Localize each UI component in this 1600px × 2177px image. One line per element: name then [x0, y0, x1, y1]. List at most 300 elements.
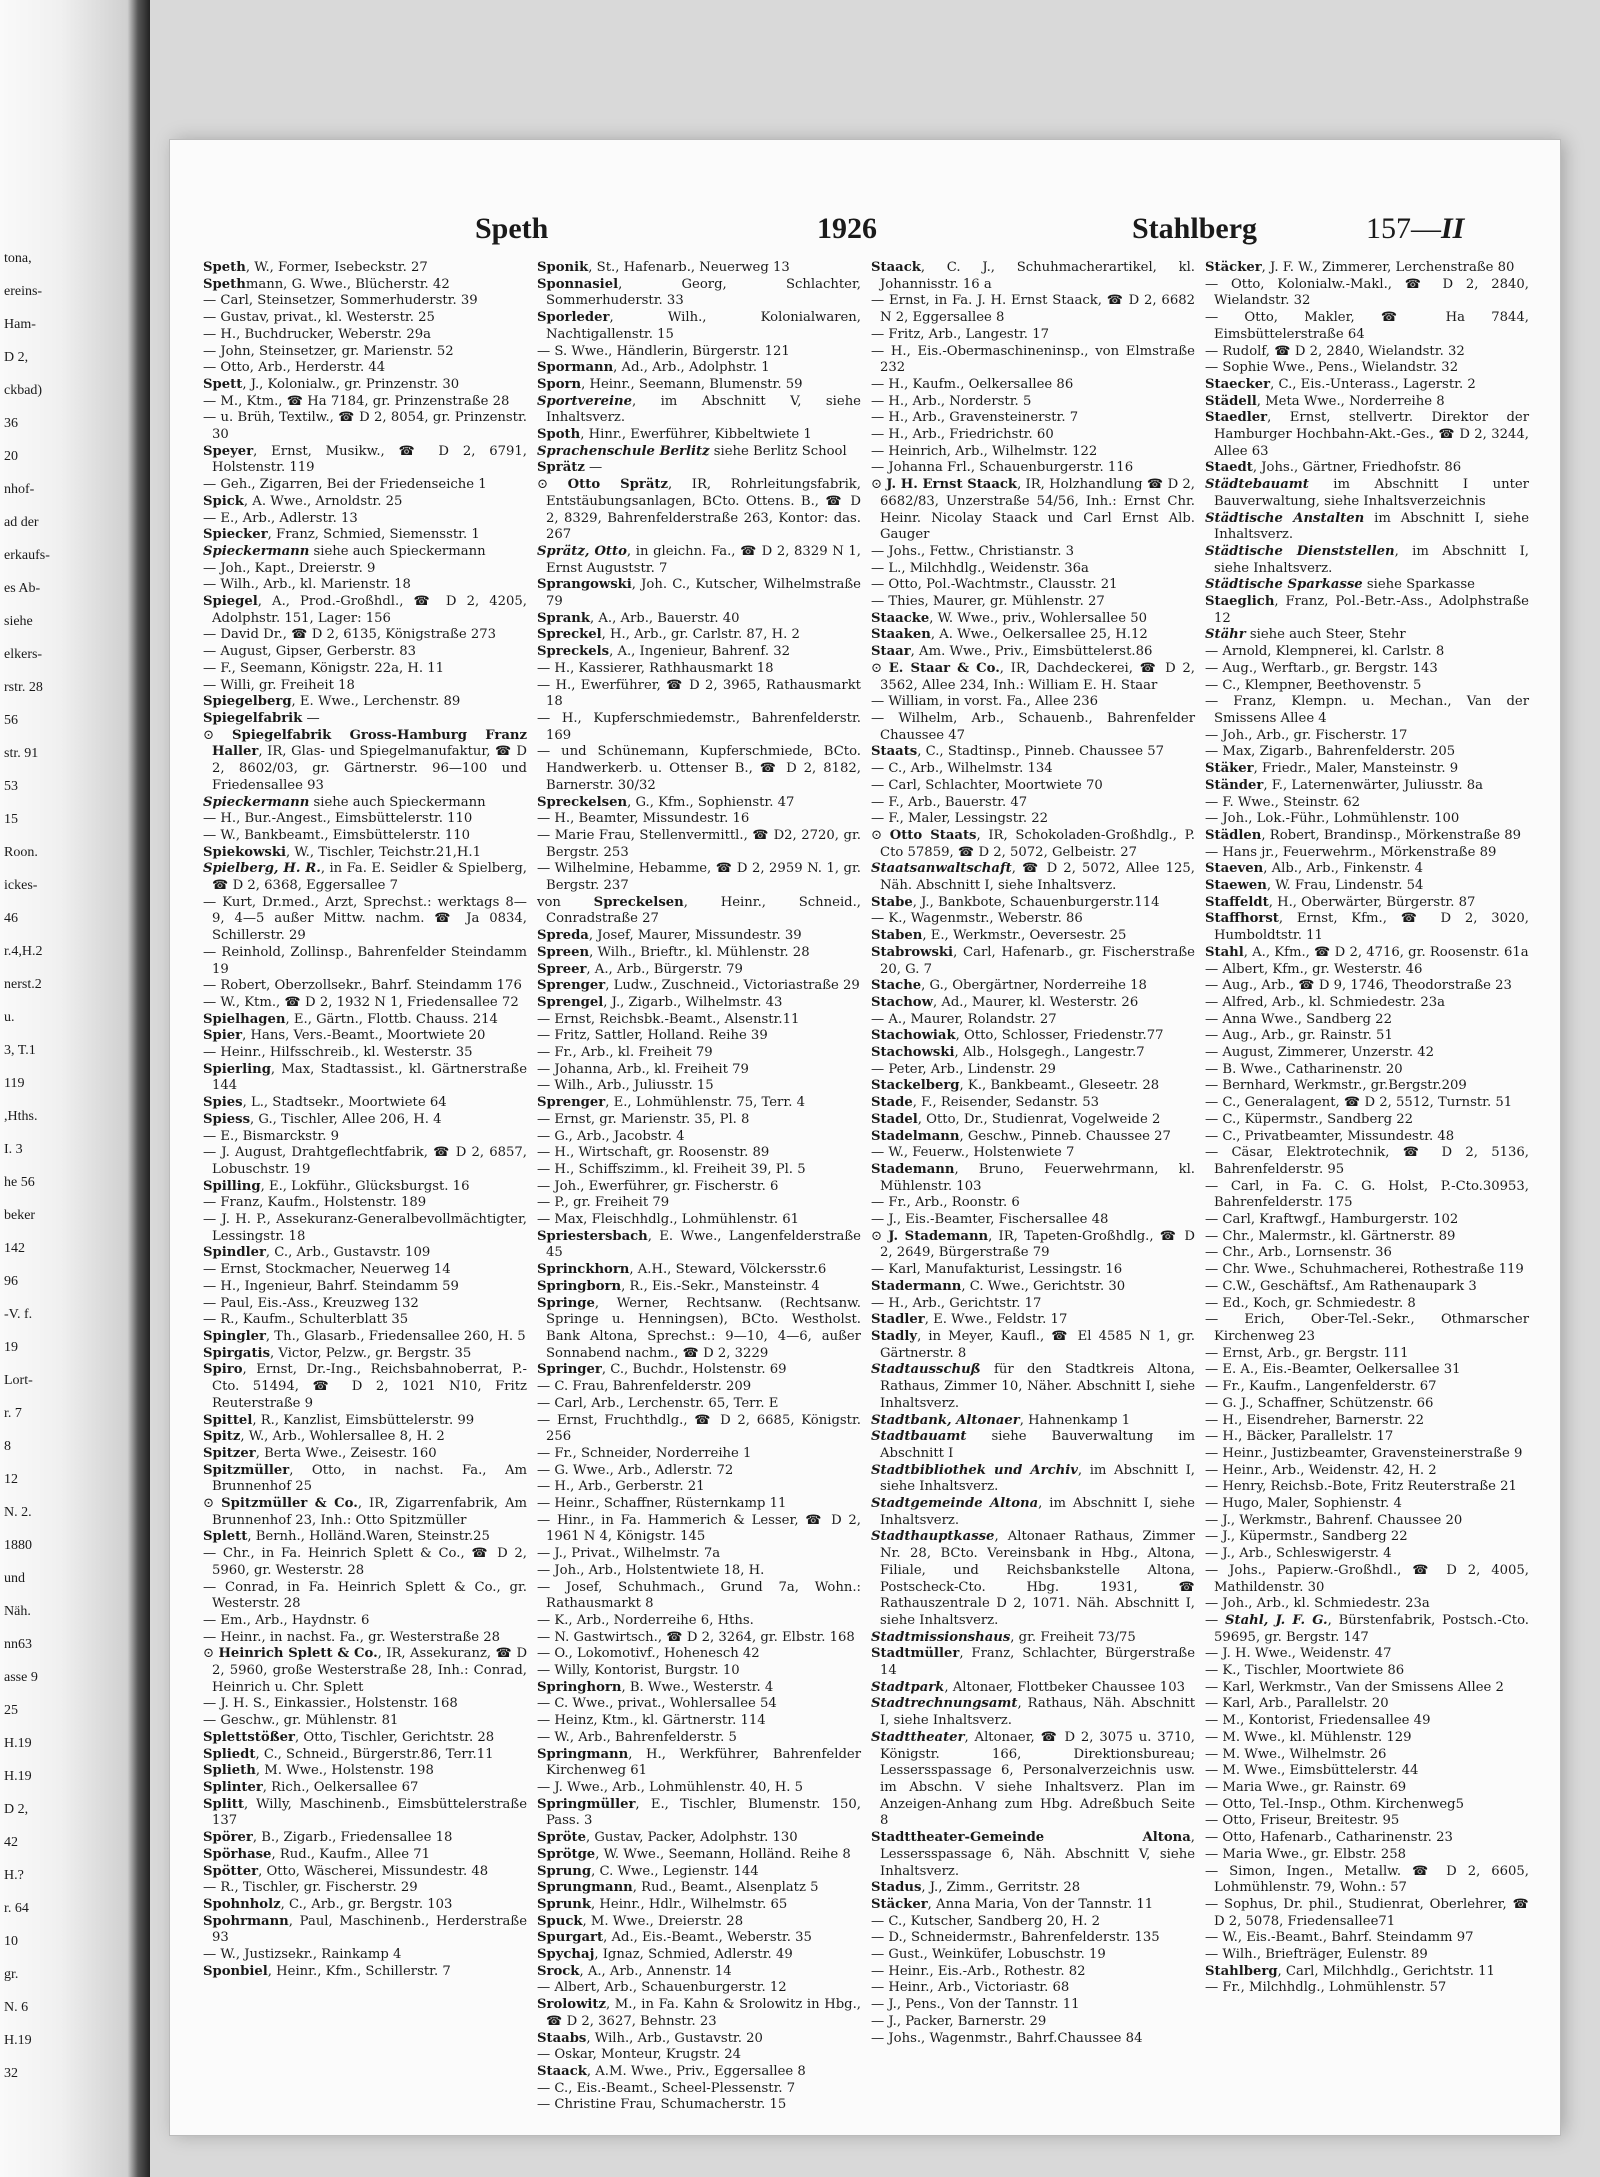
margin-fragment: N. 2. [4, 1505, 32, 1520]
directory-entry: Spörer, B., Zigarb., Friedensallee 18 [203, 1830, 453, 1846]
margin-fragment: 96 [4, 1274, 18, 1289]
entry-columns [203, 260, 1538, 2114]
directory-entry: — Maria Wwe., gr. Rainstr. 69 [1205, 1779, 1407, 1795]
directory-entry: Spilling, E., Lokführ., Glücksburgst. 16 [203, 1178, 470, 1194]
directory-entry: — Otto, Makler, ☎ Ha 7844, Eimsbüttelerstraße 64 [1205, 310, 1529, 342]
directory-entry: Sporn, Heinr., Seemann, Blumenstr. 59 [537, 376, 803, 392]
margin-fragment: 56 [4, 713, 18, 728]
directory-entry: — Stahl, J. F. G., Bürstenfabrik, Postsch.-Cto. 59695, gr. Bergstr. 147 [1205, 1612, 1529, 1645]
directory-entry: Städtische Dienststellen, im Abschnitt I, siehe Inhaltsverz. [1205, 543, 1529, 576]
directory-entry: Spittel, R., Kanzlist, Eimsbüttelerstr. 99 [203, 1412, 475, 1428]
margin-fragment: 42 [4, 1835, 18, 1850]
directory-entry: — Karl, Werkmstr., Van der Smissens Allee 2 [1205, 1679, 1504, 1695]
directory-entry: — Heinr., Hilfsschreib., kl. Westerstr. 35 [203, 1045, 473, 1061]
directory-entry: — H., Eis.-Obermaschineninsp., von Elmstraße 232 [871, 343, 1195, 376]
directory-entry: Stachowski, Alb., Holsgegh., Langestr.7 [871, 1045, 1145, 1061]
directory-entry: — Heinr., Arb., Victoriastr. 68 [871, 1980, 1070, 1996]
directory-entry: Speyer, Ernst, Musikw., ☎ D 2, 6791, Holstenstr. 119 [203, 443, 527, 476]
directory-entry: — R., Tischler, gr. Fischerstr. 29 [203, 1880, 418, 1896]
directory-entry: Sprätz — [537, 460, 603, 476]
directory-entry: — Heinr., Schaffner, Rüsternkamp 11 [537, 1496, 787, 1512]
directory-entry: — Hinr., in Fa. Hammerich & Lesser, ☎ D 2, 1961 N 4, Königstr. 145 [537, 1512, 861, 1545]
directory-entry: — H., Schiffszimm., kl. Freiheit 39, Pl. 5 [537, 1161, 806, 1177]
directory-entry: — William, in vorst. Fa., Allee 236 [871, 694, 1098, 710]
directory-entry: Springhorn, B. Wwe., Westerstr. 4 [537, 1679, 774, 1695]
directory-entry: — Fritz, Arb., Langestr. 17 [871, 326, 1049, 342]
margin-fragment: es Ab- [4, 581, 41, 596]
directory-entry: — Johanna, Arb., kl. Freiheit 79 [537, 1061, 749, 1077]
directory-entry: Stadtpark, Altonaer, Flottbeker Chaussee 103 [871, 1679, 1185, 1695]
directory-entry: — C., Privatbeamter, Missundestr. 48 [1205, 1128, 1455, 1144]
margin-fragment: elkers- [4, 647, 43, 662]
directory-entry: — F., Seemann, Königstr. 22a, H. 11 [203, 660, 445, 676]
directory-entry: — W., Bankbeamt., Eimsbüttelerstr. 110 [203, 827, 470, 843]
directory-entry: — F., Maler, Lessingstr. 22 [871, 811, 1049, 827]
margin-fragment: 36 [4, 416, 18, 431]
directory-entry: Stadtausschuß für den Stadtkreis Altona, Rathaus, Zimmer 10, Näher. Abschnitt I, siehe Inhaltsverz. [871, 1362, 1195, 1411]
directory-entry: Spirgatis, Victor, Pelzw., gr. Bergstr. 35 [203, 1345, 472, 1361]
directory-entry: Sprenger, E., Lohmühlenstr. 75, Terr. 4 [537, 1095, 805, 1111]
directory-entry: — Aug., Arb., ☎ D 9, 1746, Theodorstraße 23 [1205, 978, 1512, 994]
directory-entry: Staabs, Wilh., Arb., Gustavstr. 20 [537, 2030, 763, 2046]
header-year: 1926 [817, 212, 877, 245]
directory-entry: Spies, L., Stadtsekr., Moortwiete 64 [203, 1095, 447, 1111]
directory-entry: — H., Bur.-Angest., Eimsbüttelerstr. 110 [203, 811, 473, 827]
directory-entry: — Oskar, Monteur, Krugstr. 24 [537, 2047, 741, 2063]
directory-entry: Springe, Werner, Rechtsanw. (Rechtsanw. Springe u. Henningsen), BCto. Westholst. Bank Altona, Sprechst.: 9—10, 4—6, außer Sonnabend nachm., ☎ D 2, 3229 [537, 1295, 861, 1361]
directory-entry: — H., Arb., Gerichtstr. 17 [871, 1295, 1042, 1311]
page-header [170, 212, 1560, 246]
directory-entry: Spormann, Ad., Arb., Adolphstr. 1 [537, 360, 770, 376]
directory-entry: Sprangowski, Joh. C., Kutscher, Wilhelmstraße 79 [537, 577, 861, 610]
directory-entry: Staeglich, Franz, Pol.-Betr.-Ass., Adolphstraße 12 [1205, 594, 1529, 626]
directory-entry: — Anna Wwe., Sandberg 22 [1205, 1011, 1392, 1027]
directory-entry: Sponnasiel, Georg, Schlachter, Sommerhuderstr. 33 [537, 276, 861, 309]
page-number: 157—II [1366, 212, 1465, 245]
margin-fragment: asse 9 [4, 1670, 38, 1685]
previous-page-edge [0, 0, 150, 2177]
margin-fragment: H.19 [4, 2033, 32, 2048]
directory-entry: — Fr., Arb., Roonstr. 6 [871, 1195, 1020, 1211]
directory-entry: — S. Wwe., Händlerin, Bürgerstr. 121 [537, 343, 790, 359]
directory-entry: Spethmann, G. Wwe., Blücherstr. 42 [203, 276, 450, 292]
directory-entry: — Max, Zigarb., Bahrenfelderstr. 205 [1205, 744, 1456, 760]
directory-entry: Stäcker, Anna Maria, Von der Tannstr. 11 [871, 1896, 1154, 1912]
margin-fragment: ickes- [4, 878, 38, 893]
margin-fragment: 53 [4, 779, 18, 794]
directory-entry: Sponik, St., Hafenarb., Neuerweg 13 [537, 260, 790, 275]
directory-entry: Spindler, C., Arb., Gustavstr. 109 [203, 1245, 431, 1261]
directory-entry: — W., Eis.-Beamt., Bahrf. Steindamm 97 [1205, 1930, 1474, 1946]
directory-entry: — J., Packer, Barnerstr. 29 [871, 2013, 1047, 2029]
margin-fragment: 15 [4, 812, 18, 827]
margin-fragment: Roon. [4, 845, 38, 860]
directory-entry: — C., Generalagent, ☎ D 2, 5512, Turnstr. 51 [1205, 1095, 1513, 1111]
directory-entry: Sprungmann, Rud., Beamt., Alsenplatz 5 [537, 1880, 819, 1896]
directory-entry: — und Schünemann, Kupferschmiede, BCto. Handwerkerb. u. Ottenser B., ☎ D 2, 8182, Barnerstr. 30/32 [537, 744, 861, 793]
directory-entry: — C., Kutscher, Sandberg 20, H. 2 [871, 1913, 1101, 1929]
directory-entry: — Karl, Arb., Parallelstr. 20 [1205, 1696, 1389, 1712]
column-2 [537, 260, 861, 2114]
directory-entry: — Sophie Wwe., Pens., Wielandstr. 32 [1205, 360, 1459, 376]
directory-entry: — B. Wwe., Catharinenstr. 20 [1205, 1061, 1403, 1077]
directory-entry: Stadus, J., Zimm., Gerritstr. 28 [871, 1880, 1081, 1896]
directory-entry: — Heinr., in nachst. Fa., gr. Westerstraße 28 [203, 1629, 501, 1645]
directory-entry: — N. Gastwirtsch., ☎ D 2, 3264, gr. Elbstr. 168 [537, 1629, 855, 1645]
directory-entry: Spreda, Josef, Maurer, Missundestr. 39 [537, 928, 802, 944]
directory-entry: Spielhagen, E., Gärtn., Flottb. Chauss. 214 [203, 1011, 498, 1027]
directory-entry: ⊙ Heinrich Splett & Co., IR, Assekuranz, ☎ D 2, 5960, große Westerstraße 28, Inh.: Conrad, Heinrich u. Chr. Splett [203, 1646, 528, 1695]
directory-entry: — Otto, Hafenarb., Catharinenstr. 23 [1205, 1830, 1453, 1846]
directory-entry: Springmann, H., Werkführer, Bahrenfelder Kirchenweg 61 [537, 1746, 861, 1779]
margin-fragment: H.19 [4, 1769, 32, 1784]
directory-entry: — Chr., Arb., Lornsenstr. 36 [1205, 1245, 1392, 1261]
directory-entry: — Willy, Kontorist, Burgstr. 10 [537, 1663, 740, 1679]
directory-entry: Sportvereine, im Abschnitt V, siehe Inhaltsverz. [537, 393, 861, 426]
directory-entry: — Peter, Arb., Lindenstr. 29 [871, 1061, 1056, 1077]
directory-entry: Sprätz, Otto, in gleichn. Fa., ☎ D 2, 8329 N 1, Ernst Auguststr. 7 [537, 543, 861, 576]
directory-entry: Stadermann, C. Wwe., Gerichtstr. 30 [871, 1278, 1126, 1294]
margin-fragment: 19 [4, 1340, 18, 1355]
directory-entry: Stadtbibliothek und Archiv, im Abschnitt I, siehe Inhaltsverz. [871, 1462, 1195, 1495]
directory-entry: — Fr., Milchhdlg., Lohmühlenstr. 57 [1205, 1980, 1447, 1996]
directory-entry: Spohnholz, C., Arb., gr. Bergstr. 103 [203, 1896, 453, 1912]
directory-entry: Spreckelsen, G., Kfm., Sophienstr. 47 [537, 794, 795, 810]
directory-entry: — Ernst, Reichsbk.-Beamt., Alsenstr.11 [537, 1011, 800, 1027]
directory-entry: — J., Pens., Von der Tannstr. 11 [871, 1997, 1080, 2013]
directory-entry: — W., Ktm., ☎ D 2, 1932 N 1, Friedensallee 72 [203, 994, 519, 1010]
directory-entry: Stadttheater, Altonaer, ☎ D 2, 3075 u. 3710, Königstr. 166, Direktionsbureau; Lessersspassage 6, Personalverzeichnis usw. im Abschn. V siehe Inhaltsverz. Plan im Anzeigen-Anhang zum Hbg. Adreßbuch Seite 8 [871, 1729, 1195, 1829]
directory-entry: — Joh., Lok.-Führ., Lohmühlenstr. 100 [1205, 811, 1460, 827]
directory-entry: Staack, C. J., Schuhmacherartikel, kl. Johannisstr. 16 a [871, 260, 1195, 292]
directory-entry: — H., Buchdrucker, Weberstr. 29a [203, 326, 431, 342]
directory-entry: Sporleder, Wilh., Kolonialwaren, Nachtigallenstr. 15 [537, 310, 861, 342]
directory-entry: — H., Kaufm., Oelkersallee 86 [871, 376, 1074, 392]
directory-entry: Stackelberg, K., Bankbeamt., Gleseetr. 28 [871, 1078, 1160, 1094]
directory-entry: Srock, A., Arb., Annenstr. 14 [537, 1963, 732, 1979]
directory-entry: Staewen, W. Frau, Lindenstr. 54 [1205, 878, 1424, 894]
directory-entry: Stadler, E. Wwe., Feldstr. 17 [871, 1312, 1068, 1328]
directory-entry: — H., Ingenieur, Bahrf. Steindamm 59 [203, 1278, 459, 1294]
directory-entry: Städtebauamt im Abschnitt I unter Bauverwaltung, siehe Inhaltsverzeichnis [1205, 477, 1529, 509]
directory-entry: Sprenger, Ludw., Zuschneid., Victoriastraße 29 [537, 978, 860, 994]
directory-entry: — Wilhelm, Arb., Schauenb., Bahrenfelder Chaussee 47 [871, 710, 1195, 743]
margin-fragment: r. 7 [4, 1406, 22, 1421]
margin-fragment: u. [4, 1010, 15, 1025]
directory-entry: Stadtmissionshaus, gr. Freiheit 73/75 [871, 1629, 1136, 1645]
directory-entry: — D., Schneidermstr., Bahrenfelderstr. 135 [871, 1930, 1160, 1946]
directory-entry: — David Dr., ☎ D 2, 6135, Königstraße 273 [203, 627, 497, 643]
directory-entry: Spitz, W., Arb., Wohlersallee 8, H. 2 [203, 1429, 445, 1445]
directory-entry: — Hugo, Maler, Sophienstr. 4 [1205, 1496, 1402, 1512]
directory-entry: — Bernhard, Werkmstr., gr.Bergstr.209 [1205, 1078, 1467, 1094]
directory-entry: Spingler, Th., Glasarb., Friedensallee 260, H. 5 [203, 1329, 526, 1344]
directory-entry: — Ed., Koch, gr. Schmiedestr. 8 [1205, 1295, 1416, 1311]
directory-entry: Sponbiel, Heinr., Kfm., Schillerstr. 7 [203, 1963, 451, 1979]
directory-entry: — Gustav, privat., kl. Westerstr. 25 [203, 310, 435, 326]
margin-fragment: r.4,H.2 [4, 944, 43, 959]
directory-entry: — Chr., in Fa. Heinrich Splett & Co., ☎ D 2, 5960, gr. Westerstr. 28 [203, 1546, 527, 1578]
directory-entry: — Robert, Oberzollsekr., Bahrf. Steindamm 176 [203, 978, 522, 994]
column-4 [1205, 260, 1529, 2114]
directory-entry: — C.W., Geschäftsf., Am Rathenaupark 3 [1205, 1278, 1477, 1294]
directory-entry: — Carl, Schlachter, Moortwiete 70 [871, 777, 1103, 793]
directory-entry: ⊙ Otto Sprätz, IR, Rohrleitungsfabrik, Entstäubungsanlagen, BCto. Ottens. B., ☎ D 2, 8329, Bahrenfelderstraße 263, Kontor: das. 267 [537, 477, 861, 543]
margin-fragment: nn63 [4, 1637, 32, 1652]
directory-entry: Städlen, Robert, Brandinsp., Mörkenstraße 89 [1205, 827, 1522, 843]
directory-entry: — J. H. Wwe., Weidenstr. 47 [1205, 1646, 1392, 1662]
directory-entry: — H., Ewerführer, ☎ D 2, 3965, Rathausmarkt 18 [537, 677, 861, 710]
directory-entry: Staacke, W. Wwe., priv., Wohlersallee 50 [871, 610, 1147, 626]
directory-entry: — Simon, Ingen., Metallw. ☎ D 2, 6605, Lohmühlenstr. 79, Wohn.: 57 [1205, 1863, 1529, 1896]
directory-entry: — Heinr., Justizbeamter, Gravensteinerstraße 9 [1205, 1445, 1523, 1461]
directory-entry: — Fr., Kaufm., Langenfelderstr. 67 [1205, 1379, 1437, 1395]
directory-entry: — Reinhold, Zollinsp., Bahrenfelder Steindamm 19 [203, 944, 527, 977]
directory-entry: — Carl, Kraftwgf., Hamburgerstr. 102 [1205, 1212, 1459, 1228]
directory-entry: — Cäsar, Elektrotechnik, ☎ D 2, 5136, Bahrenfelderstr. 95 [1205, 1145, 1529, 1177]
directory-entry: Staar, Am. Wwe., Priv., Eimsbüttelerst.86 [871, 644, 1153, 660]
directory-entry: — H., Bäcker, Parallelstr. 17 [1205, 1429, 1394, 1445]
directory-entry: Spiecker, Franz, Schmied, Siemensstr. 1 [203, 527, 480, 543]
directory-entry: Staedler, Ernst, stellvertr. Direktor der Hamburger Hochbahn-Akt.-Ges., ☎ D 2, 3244, Allee 63 [1205, 410, 1529, 459]
directory-entry: — Wilh., Briefträger, Eulenstr. 89 [1205, 1947, 1428, 1963]
header-left-catchword: Speth [475, 212, 549, 245]
directory-entry: — H., Arb., Gravensteinerstr. 7 [871, 410, 1079, 426]
directory-entry: — F., Arb., Bauerstr. 47 [871, 794, 1028, 810]
directory-entry: Stadtrechnungsamt, Rathaus, Näh. Abschnitt I, siehe Inhaltsverz. [871, 1696, 1195, 1729]
directory-entry: ⊙ Spiegelfabrik Gross-Hamburg Franz Haller, IR, Glas- und Spiegelmanufaktur, ☎ D 2, 8602/03, gr. Gärtnerstr. 96—100 und Friedensallee 93 [203, 727, 527, 793]
directory-entry: Stadtgemeinde Altona, im Abschnitt I, siehe Inhaltsverz. [871, 1496, 1195, 1528]
directory-entry: Spreckel, H., Arb., gr. Carlstr. 87, H. 2 [537, 627, 800, 643]
directory-entry: Staatsanwaltschaft, ☎ D 2, 5072, Allee 125, Näh. Abschnitt I, siehe Inhaltsverz. [871, 861, 1195, 894]
directory-entry: — G. Wwe., Arb., Adlerstr. 72 [537, 1462, 734, 1478]
directory-entry: Spiekowski, W., Tischler, Teichstr.21,H.1 [203, 844, 481, 860]
directory-entry: Splett, Bernh., Holländ.Waren, Steinstr.25 [203, 1529, 490, 1545]
directory-entry: Stäcker, J. F. W., Zimmerer, Lerchenstraße 80 [1205, 260, 1515, 275]
directory-entry: — J. August, Drahtgeflechtfabrik, ☎ D 2, 6857, Lobuschstr. 19 [203, 1145, 527, 1177]
directory-entry: ⊙ J. Stademann, IR, Tapeten-Großhdlg., ☎ D 2, 2649, Bürgerstraße 79 [871, 1228, 1195, 1261]
directory-entry: — Otto, Kolonialw.-Makl., ☎ D 2, 2840, Wielandstr. 32 [1205, 276, 1529, 309]
directory-entry: Städtische Sparkasse siehe Sparkasse [1205, 577, 1475, 593]
margin-fragment: 20 [4, 449, 18, 464]
directory-entry: — Gust., Weinküfer, Lobuschstr. 19 [871, 1947, 1106, 1963]
directory-entry: — Otto, Arb., Herderstr. 44 [203, 360, 386, 376]
directory-entry: Stahlberg, Carl, Milchhdlg., Gerichtstr. 11 [1205, 1963, 1495, 1979]
directory-entry: Ständer, F., Laternenwärter, Juliusstr. 8a [1205, 777, 1484, 793]
margin-fragment: erkaufs- [4, 548, 50, 563]
margin-fragment: he 56 [4, 1175, 35, 1190]
directory-entry: — H., Beamter, Missundestr. 16 [537, 811, 750, 827]
directory-entry: — L., Milchhdlg., Weidenstr. 36a [871, 560, 1089, 576]
directory-entry: — Hans jr., Feuerwehrm., Mörkenstraße 89 [1205, 844, 1497, 860]
directory-entry: — Albert, Kfm., gr. Westerstr. 46 [1205, 961, 1423, 977]
margin-fragment: D 2, [4, 1802, 29, 1817]
directory-entry: Stachowiak, Otto, Schlosser, Friedenstr.77 [871, 1028, 1164, 1044]
directory-entry: Stache, G., Obergärtner, Norderreihe 18 [871, 978, 1147, 994]
directory-entry: Spiro, Ernst, Dr.-Ing., Reichsbahnoberrat, P.-Cto. 51494, ☎ D 2, 1021 N10, Fritz Reuterstraße 9 [203, 1362, 527, 1411]
directory-entry: — Ernst, Fruchthdlg., ☎ D 2, 6685, Königstr. 256 [537, 1412, 861, 1445]
directory-page [170, 140, 1560, 2135]
margin-fragment: beker [4, 1208, 36, 1223]
margin-fragment: Ham- [4, 317, 36, 332]
directory-entry: Spieckermann siehe auch Spieckermann [203, 543, 486, 559]
directory-entry: — W., Feuerw., Holstenwiete 7 [871, 1145, 1075, 1161]
directory-entry: — H., Arb., Gerberstr. 21 [537, 1479, 705, 1495]
directory-entry: — C. Frau, Bahrenfelderstr. 209 [537, 1379, 752, 1395]
margin-fragment: I. 3 [4, 1142, 23, 1157]
margin-fragment: rstr. 28 [4, 680, 43, 695]
directory-entry: — M. Wwe., Eimsbüttelerstr. 44 [1205, 1763, 1419, 1779]
directory-entry: — Wilh., Arb., Juliusstr. 15 [537, 1078, 714, 1094]
directory-entry: Stahl, A., Kfm., ☎ D 2, 4716, gr. Roosenstr. 61a [1205, 944, 1529, 960]
directory-entry: Spreen, Wilh., Brieftr., kl. Mühlenstr. 28 [537, 944, 810, 960]
directory-entry: Stadel, Otto, Dr., Studienrat, Vogelweide 2 [871, 1111, 1161, 1127]
directory-entry: — H., Arb., Friedrichstr. 60 [871, 427, 1054, 443]
margin-fragment: siehe [4, 614, 33, 629]
directory-entry: Spiess, G., Tischler, Allee 206, H. 4 [203, 1111, 442, 1127]
directory-entry: — Joh., Kapt., Dreierstr. 9 [203, 560, 376, 576]
directory-entry: Stadtbank, Altonaer, Hahnenkamp 1 [871, 1412, 1131, 1428]
margin-fragment: ckbad) [4, 383, 43, 398]
column-1 [203, 260, 527, 2114]
directory-entry: — J. Wwe., Arb., Lohmühlenstr. 40, H. 5 [537, 1779, 804, 1795]
margin-fragment: 10 [4, 1934, 18, 1949]
directory-entry: — Ernst, in Fa. J. H. Ernst Staack, ☎ D 2, 6682 N 2, Eggersallee 8 [871, 293, 1195, 326]
directory-entry: — u. Brüh, Textilw., ☎ D 2, 8054, gr. Prinzenstr. 30 [203, 410, 527, 443]
directory-entry: Staeven, Alb., Arb., Finkenstr. 4 [1205, 861, 1424, 877]
directory-entry: — W., Arb., Bahrenfelderstr. 5 [537, 1729, 737, 1745]
directory-entry: — C., Klempner, Beethovenstr. 5 [1205, 677, 1422, 693]
margin-fragment: str. 91 [4, 746, 39, 761]
directory-entry: Stadttheater-Gemeinde Altona, Lessersspassage 6, Näh. Abschnitt V, siehe Inhaltsverz. [871, 1830, 1195, 1879]
directory-entry: Staedt, Johs., Gärtner, Friedhofstr. 86 [1205, 460, 1462, 476]
directory-entry: Spychaj, Ignaz, Schmied, Adlerstr. 49 [537, 1947, 793, 1963]
directory-entry: Stadthauptkasse, Altonaer Rathaus, Zimmer Nr. 28, BCto. Vereinsbank in Hbg., Altona, Filiale, und Reichsbankstelle Altona, Postscheck-Cto. Hbg. 1931, ☎ Rathauszentrale D 2, 1071. Näh. Abschnitt I, siehe Inhaltsverz. [871, 1529, 1195, 1628]
directory-entry: Stadtbauamt siehe Bauverwaltung im Abschnitt I [871, 1429, 1195, 1461]
directory-entry: — K., Arb., Norderreihe 6, Hths. [537, 1612, 754, 1628]
directory-entry: — C., Eis.-Beamt., Scheel-Plessenstr. 7 [537, 2080, 796, 2096]
directory-entry: — J., Privat., Wilhelmstr. 7a [537, 1546, 721, 1562]
directory-entry: — O., Lokomotivf., Hohenesch 42 [537, 1646, 760, 1662]
directory-entry: — Max, Fleischhdlg., Lohmühlenstr. 61 [537, 1212, 800, 1228]
directory-entry: — Karl, Manufakturist, Lessingstr. 16 [871, 1262, 1123, 1278]
directory-entry: Staffeldt, H., Oberwärter, Bürgerstr. 87 [1205, 894, 1476, 910]
directory-entry: — R., Kaufm., Schulterblatt 35 [203, 1312, 409, 1328]
directory-entry: — Geschw., gr. Mühlenstr. 81 [203, 1713, 399, 1729]
directory-entry: — Otto, Tel.-Insp., Othm. Kirchenweg5 [1205, 1796, 1465, 1812]
directory-entry: Sprachenschule Berlitz siehe Berlitz School [537, 443, 847, 459]
margin-fragment: Lort- [4, 1373, 33, 1388]
directory-entry: — Heinz, Ktm., kl. Gärtnerstr. 114 [537, 1713, 766, 1729]
directory-entry: — Aug., Arb., gr. Rainstr. 51 [1205, 1028, 1393, 1044]
directory-entry: — Joh., Arb., kl. Schmiedestr. 23a [1205, 1596, 1430, 1612]
directory-entry: Speth, W., Former, Isebeckstr. 27 [203, 260, 428, 275]
directory-entry: Spiegelfabrik — [203, 710, 320, 726]
directory-entry: — J., Eis.-Beamter, Fischersallee 48 [871, 1212, 1109, 1228]
directory-entry: — G. J., Schaffner, Schützenstr. 66 [1205, 1395, 1434, 1411]
directory-entry: Spriestersbach, E. Wwe., Langenfelderstraße 45 [537, 1228, 861, 1261]
directory-entry: Spieckermann siehe auch Spieckermann [203, 794, 486, 810]
directory-entry: ⊙ Otto Staats, IR, Schokoladen-Großhdlg., P. Cto 57859, ☎ D 2, 5072, Gelbeistr. 27 [871, 827, 1195, 860]
directory-entry: — John, Steinsetzer, gr. Marienstr. 52 [203, 343, 454, 359]
directory-entry: — Chr. Wwe., Schuhmacherei, Rothestraße 119 [1205, 1262, 1524, 1278]
directory-entry: — August, Gipser, Gerberstr. 83 [203, 644, 417, 660]
directory-entry: Springer, C., Buchdr., Holstenstr. 69 [537, 1362, 787, 1378]
margin-fragment: 142 [4, 1241, 25, 1256]
directory-entry: — H., Eisendreher, Barnerstr. 22 [1205, 1412, 1424, 1428]
directory-entry: — E., Arb., Adlerstr. 13 [203, 510, 358, 526]
directory-entry: — Johs., Wagenmstr., Bahrf.Chaussee 84 [871, 2030, 1143, 2046]
directory-entry: — E. A., Eis.-Beamter, Oelkersallee 31 [1205, 1362, 1461, 1378]
directory-entry: — Carl, in Fa. C. G. Holst, P.-Cto.30953, Bahrenfelderstr. 175 [1205, 1178, 1529, 1211]
directory-entry: — Franz, Klempn. u. Mechan., Van der Smissens Allee 4 [1205, 694, 1529, 726]
margin-fragment: 8 [4, 1439, 11, 1454]
directory-entry: Splettstößer, Otto, Tischler, Gerichtstr. 28 [203, 1729, 495, 1745]
directory-entry: Staecker, C., Eis.-Unterass., Lagerstr. 2 [1205, 376, 1476, 392]
margin-fragment: r. 64 [4, 1901, 29, 1916]
directory-entry: Spiegelberg, E. Wwe., Lerchenstr. 89 [203, 694, 461, 710]
directory-entry: Staaken, A. Wwe., Oelkersallee 25, H.12 [871, 627, 1148, 643]
margin-fragment: gr. [4, 1967, 19, 1982]
directory-entry: — Fr., Arb., kl. Freiheit 79 [537, 1045, 713, 1061]
header-right-catchword: Stahlberg [1132, 212, 1258, 245]
margin-fragment: Näh. [4, 1604, 31, 1619]
directory-entry: — Sophus, Dr. phil., Studienrat, Oberlehrer, ☎ D 2, 5078, Friedensallee71 [1205, 1896, 1529, 1929]
directory-entry: — Alfred, Arb., kl. Schmiedestr. 23a [1205, 994, 1446, 1010]
margin-fragment: 1880 [4, 1538, 32, 1553]
directory-entry: Spitzmüller, Otto, in nachst. Fa., Am Brunnenhof 25 [203, 1462, 527, 1495]
directory-entry: Stadly, in Meyer, Kaufl., ☎ El 4585 N 1, gr. Gärtnerstr. 8 [871, 1329, 1195, 1361]
directory-entry: Staben, E., Werkmstr., Oeversestr. 25 [871, 928, 1127, 944]
directory-entry: Spötter, Otto, Wäscherei, Missundestr. 48 [203, 1863, 489, 1879]
directory-entry: — A., Maurer, Rolandstr. 27 [871, 1011, 1057, 1027]
directory-entry: — Heinrich, Arb., Wilhelmstr. 122 [871, 443, 1098, 459]
directory-entry: — Kurt, Dr.med., Arzt, Sprechst.: werktags 8—9, 4—5 außer Mittw. nachm. ☎ Ja 0834, Schillerstr. 29 [203, 894, 527, 944]
directory-entry: Spitzer, Berta Wwe., Zeisestr. 160 [203, 1445, 437, 1461]
margin-fragment: 46 [4, 911, 18, 926]
margin-fragment: 32 [4, 2066, 18, 2081]
directory-entry: Städtische Anstalten im Abschnitt I, siehe Inhaltsverz. [1205, 510, 1530, 543]
directory-entry: — Chr., Malermstr., kl. Gärtnerstr. 89 [1205, 1228, 1456, 1244]
directory-entry: — M. Wwe., kl. Mühlenstr. 129 [1205, 1729, 1412, 1745]
directory-entry: — Fr., Schneider, Norderreihe 1 [537, 1445, 752, 1461]
directory-entry: — Ernst, gr. Marienstr. 35, Pl. 8 [537, 1111, 750, 1127]
directory-entry: Stade, F., Reisender, Sedanstr. 53 [871, 1095, 1100, 1111]
directory-entry: — J. H. S., Einkassier., Holstenstr. 168 [203, 1696, 458, 1712]
directory-entry: Sprengel, J., Zigarb., Wilhelmstr. 43 [537, 994, 783, 1010]
directory-entry: von Spreckelsen, Heinr., Schneid., Conradstraße 27 [537, 894, 861, 927]
margin-fragment: nhof- [4, 482, 35, 497]
directory-entry: — Joh., Arb., gr. Fischerstr. 17 [1205, 727, 1408, 743]
margin-fragment: und [4, 1571, 25, 1586]
directory-entry: Spreer, A., Arb., Bürgerstr. 79 [537, 961, 743, 977]
directory-entry: Stachow, Ad., Maurer, kl. Westerstr. 26 [871, 994, 1139, 1010]
directory-entry: Spörhase, Rud., Kaufm., Allee 71 [203, 1846, 430, 1862]
directory-entry: Stademann, Bruno, Feuerwehrmann, kl. Mühlenstr. 103 [871, 1161, 1195, 1194]
margin-fragment: 12 [4, 1472, 18, 1487]
directory-entry: — Conrad, in Fa. Heinrich Splett & Co., gr. Westerstr. 28 [203, 1579, 527, 1612]
directory-entry: — Thies, Maurer, gr. Mühlenstr. 27 [871, 594, 1105, 610]
directory-entry: — Heinr., Arb., Weidenstr. 42, H. 2 [1205, 1462, 1437, 1478]
margin-fragment: -V. f. [4, 1307, 33, 1322]
directory-entry: — J., Küpermstr., Sandberg 22 [1205, 1529, 1408, 1545]
directory-entry: Splinter, Rich., Oelkersallee 67 [203, 1779, 419, 1795]
margin-fragment: N. 6 [4, 2000, 29, 2015]
directory-entry: Spuck, M. Wwe., Dreierstr. 28 [537, 1913, 744, 1929]
directory-entry: — Aug., Werftarb., gr. Bergstr. 143 [1205, 660, 1438, 676]
directory-entry: — H., Kupferschmiedemstr., Bahrenfelderstr. 169 [537, 710, 861, 743]
directory-entry: Spett, J., Kolonialw., gr. Prinzenstr. 30 [203, 376, 460, 392]
